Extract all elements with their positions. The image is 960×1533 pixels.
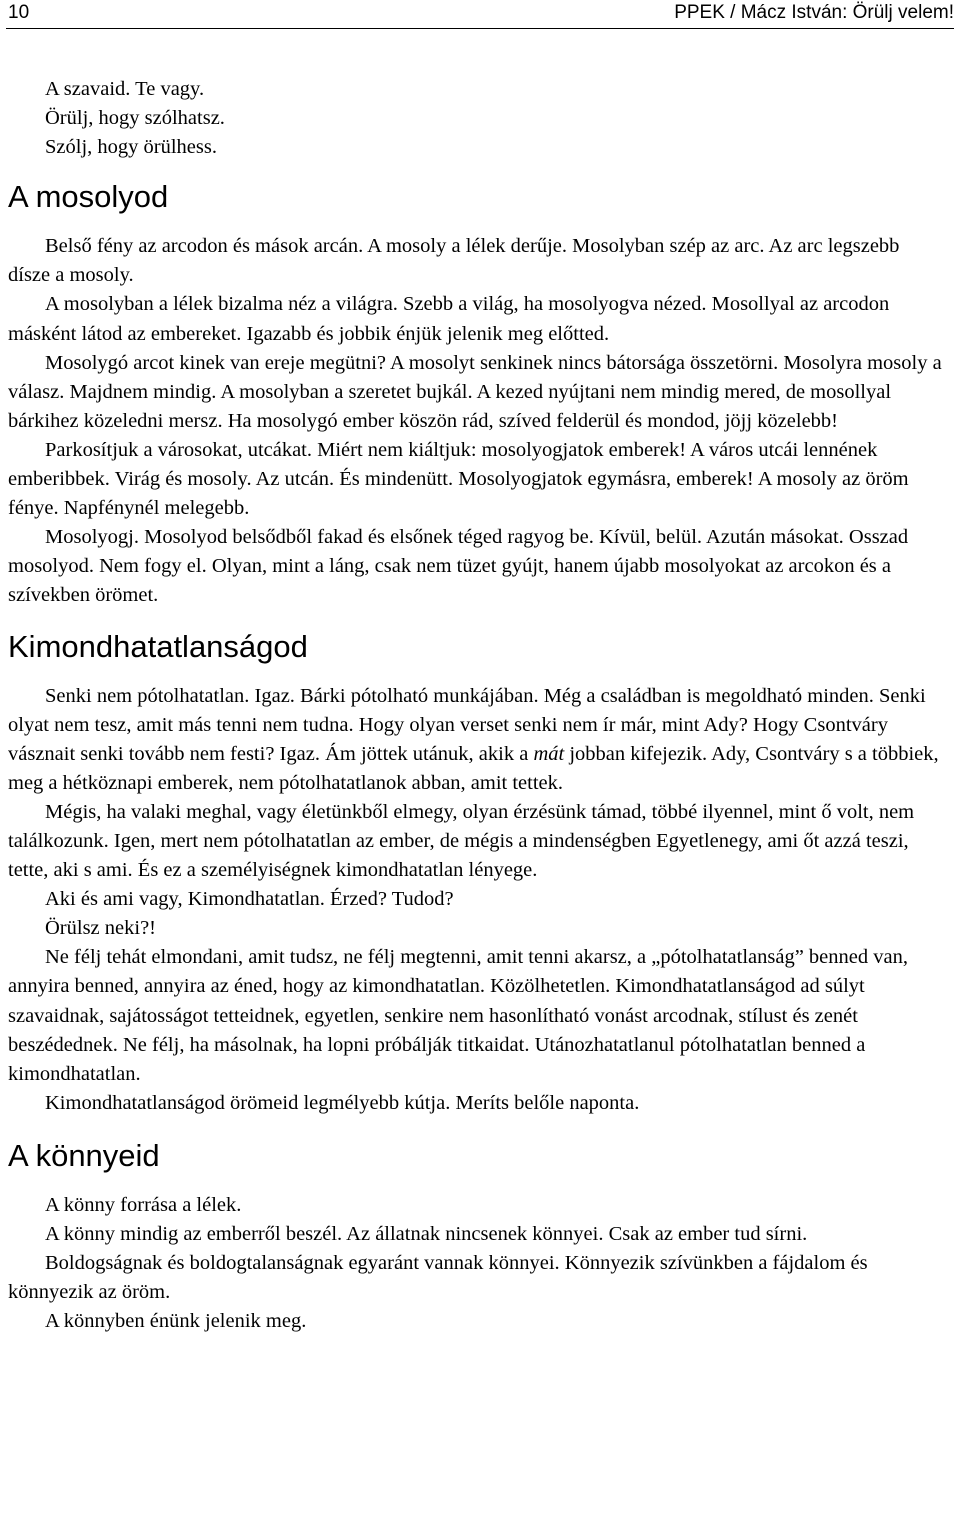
section-heading-kimondhatatlansagod: Kimondhatatlanságod bbox=[8, 628, 308, 664]
header-rule bbox=[6, 28, 954, 29]
paragraph: Ne félj tehát elmondani, amit tudsz, ne félj megtenni, amit tenni akarsz, a „pótolhatatlanság” benned van, annyira benned, annyira az éned, hogy az kimondhatatlan. Közölhetetlen. Kimondhatatlanságod ad súlyt szavaidnak, sajátosságot tetteidnek, egyetlen, senkire nem hasonlítható vonást arcodnak, stílust és zenét beszédednek. Ne félj, ha másolnak, ha lopni próbálják titkaidat. Utánozhatatlanul pótolhatatlan benned a kimondhatatlan. bbox=[8, 946, 908, 1085]
paragraph: A könnyben énünk jelenik meg. bbox=[45, 1310, 307, 1333]
paragraph-text: jobban kifejezik. Ady, Csontváry s a többiek, meg a hétköznapi emberek, nem pótolhatatlanok abban, amit tettek. bbox=[8, 742, 939, 794]
paragraph: Boldogságnak és boldogtalanságnak egyaránt vannak könnyei. Könnyezik szívünkben a fájdalom és könnyezik az öröm. bbox=[8, 1252, 868, 1304]
intro-line: Szólj, hogy örülhess. bbox=[45, 136, 217, 159]
paragraph: Mosolyogj. Mosolyod belsődből fakad és elsőnek téged ragyog be. Kívül, belül. Azután másokat. Osszad mosolyod. Nem fogy el. Olyan, mint a láng, csak nem tüzet gyújt, hanem újabb mosolyokat az arcokon és a szívekben örömet. bbox=[8, 526, 909, 607]
page-number: 10 bbox=[8, 2, 30, 23]
paragraph: Parkosítjuk a városokat, utcákat. Miért nem kiáltjuk: mosolyogjatok emberek! A város utcái lennének emberibbek. Virág és mosoly. Az utcán. És mindenütt. Mosolyogjatok egymásra, emberek! A mosoly az öröm fénye. Napfénynél melegebb. bbox=[8, 438, 909, 520]
paragraph: A mosolyban a lélek bizalma néz a világra. Szebb a világ, ha mosolyogva nézed. Mosollyal az arcodon másként látod az embereket. Igazabb és jobbik énjük jelenik meg előtted. bbox=[8, 293, 890, 345]
paragraph: Mégis, ha valaki meghal, vagy életünkből elmegy, olyan érzésünk támad, többé ilyennel, mint ő volt, nem találkozunk. Igen, mert nem pótolhatatlan az ember, de mégis a mindenségben Egyetlenegy, ami őt azzá teszi, tette, aki s ami. És ez a személyiségnek kimondhatatlan lényege. bbox=[8, 800, 915, 882]
paragraph: Kimondhatatlanságod örömeid legmélyebb kútja. Meríts belőle naponta. bbox=[45, 1091, 640, 1114]
intro-line: Örülj, hogy szólhatsz. bbox=[45, 107, 225, 130]
paragraph: Aki és ami vagy, Kimondhatatlan. Érzed? Tudod? bbox=[45, 888, 454, 911]
page-header bbox=[8, 0, 954, 28]
page-body bbox=[8, 75, 942, 1336]
paragraph bbox=[8, 682, 942, 798]
section-heading-mosolyod: A mosolyod bbox=[8, 179, 169, 215]
italic-word: mát bbox=[533, 742, 565, 765]
running-title: PPEK / Mácz István: Örülj velem! bbox=[674, 2, 954, 23]
paragraph: Belső fény az arcodon és mások arcán. A mosoly a lélek derűje. Mosolyban szép az arc. Az arc legszebb dísze a mosoly. bbox=[8, 235, 900, 287]
section-heading-konnyeid: A könnyeid bbox=[8, 1137, 160, 1173]
paragraph: A könny forrása a lélek. bbox=[45, 1193, 242, 1216]
intro-line: A szavaid. Te vagy. bbox=[45, 78, 205, 100]
paragraph: Örülsz neki?! bbox=[45, 917, 156, 940]
paragraph: Mosolygó arcot kinek van ereje megütni? A mosolyt senkinek nincs bátorsága összetörni. Mosolyra mosoly a válasz. Majdnem mindig. A mosolyban a szeretet bujkál. A kezed nyújtani nem mindig mered, de mosollyal bárkihez közeledni mersz. Ha mosolygó ember köszön rád, szíved felderül és mondod, jöjj közelebb! bbox=[8, 351, 942, 432]
paragraph-text: Senki nem pótolhatatlan. Igaz. Bárki pótolható munkájában. Még a családban is megoldható minden. Senki olyat nem tesz, amit más tenni nem tudna. Hogy olyan verset senki nem ír már, mint Ady? Hogy Csontváry vásznait senki tovább nem festi? Igaz. Ám jöttek utánuk, akik a bbox=[8, 684, 926, 765]
paragraph: A könny mindig az emberről beszél. Az állatnak nincsenek könnyei. Csak az ember tud sírni. bbox=[45, 1223, 808, 1245]
